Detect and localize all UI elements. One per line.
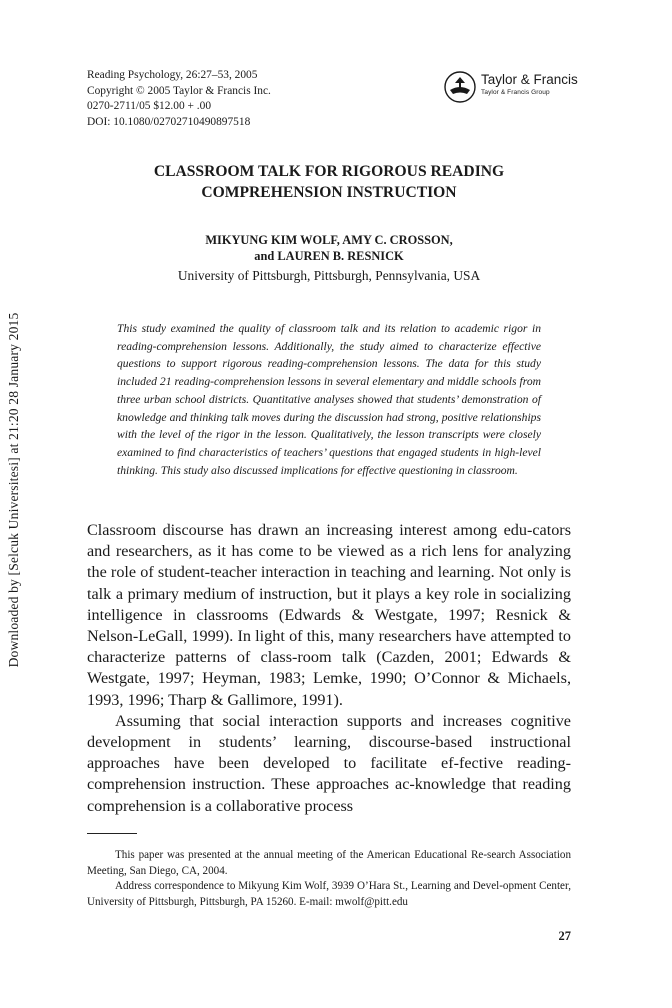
body-text <box>87 520 571 817</box>
download-note-text: Downloaded by [Selcuk Universitesi] at 21:20 28 January 2015 <box>6 312 21 668</box>
article-title <box>87 161 571 203</box>
publisher-name: Taylor & Francis <box>481 72 578 87</box>
footnote-divider <box>87 833 137 834</box>
author-line-1: MIKYUNG KIM WOLF, AMY C. CROSSON, <box>205 233 453 247</box>
journal-info <box>87 68 271 130</box>
body-paragraph-1: Classroom discourse has drawn an increasing interest among edu-cators and researchers, as it has come to be viewed as a rich lens for analyzing the role of student-teacher interaction in teaching and learning. Not only is talk a primary medium of instruction, but it plays a key role in socializing intelligence in classrooms (Edwards & Westgate, 1997; Resnick & Nelson-LeGall, 1999). In light of this, many researchers have attempted to characterize patterns of class-room talk (Cazden, 2001; Edwards & Westgate, 1997; Heyman, 1983; Lemke, 1990; O’Connor & Michaels, 1993, 1996; Tharp & Gallimore, 1991). <box>87 521 571 709</box>
footnotes <box>87 848 571 910</box>
footnote-correspondence: Address correspondence to Mikyung Kim Wolf, 3939 O’Hara St., Learning and Devel-opment Center, University of Pittsburgh, Pittsburgh, PA 15260. E-mail: mwolf@pitt.edu <box>87 880 571 908</box>
page-number: 27 <box>558 929 571 943</box>
title-line-2: COMPREHENSION INSTRUCTION <box>201 184 457 201</box>
abstract: This study examined the quality of classroom talk and its relation to academic rigor in reading-comprehension lessons. Additionally, the study aimed to characterize effective questions to support rigorous reading-comprehension lessons. The data for this study included 21 reading-comprehension lessons in several elementary and middle schools from three urban school districts. Quantitative analyses showed that students’ demonstration of knowledge and thinking talk moves during the discussion had strong, positive relationships with the level of the rigor in the lesson. Qualitatively, the lesson transcripts were closely examined to find characteristics of teachers’ questions that engaged students in high-level thinking. This study also discussed implications for effective questioning in classroom. <box>117 322 541 477</box>
affiliation: University of Pittsburgh, Pittsburgh, Pennsylvania, USA <box>177 268 481 283</box>
download-note <box>2 300 26 680</box>
footnote-presentation: This paper was presented at the annual meeting of the American Educational Re-search Association Meeting, San Diego, CA, 2004. <box>87 849 571 877</box>
author-line-2: and LAUREN B. RESNICK <box>254 249 404 263</box>
authors <box>87 232 571 264</box>
doi-line: DOI: 10.1080/02702710490897518 <box>87 115 251 128</box>
issn-line: 0270-2711/05 $12.00 + .00 <box>87 100 212 112</box>
title-line-1: CLASSROOM TALK FOR RIGOROUS READING <box>153 163 505 180</box>
publisher-emblem-icon <box>443 70 477 104</box>
body-paragraph-2: Assuming that social interaction supports and increases cognitive development in students’ learning, discourse-based instructional approaches have been developed to facilitate ef-fective reading-comprehension instruction. These approaches ac-knowledge that reading comprehension is a collaborative process <box>87 711 571 815</box>
journal-citation: Reading Psychology, 26:27–53, 2005 <box>87 69 258 81</box>
publisher-logo <box>443 70 593 106</box>
publisher-group: Taylor & Francis Group <box>481 89 550 96</box>
copyright-line: Copyright © 2005 Taylor & Francis Inc. <box>87 84 271 97</box>
